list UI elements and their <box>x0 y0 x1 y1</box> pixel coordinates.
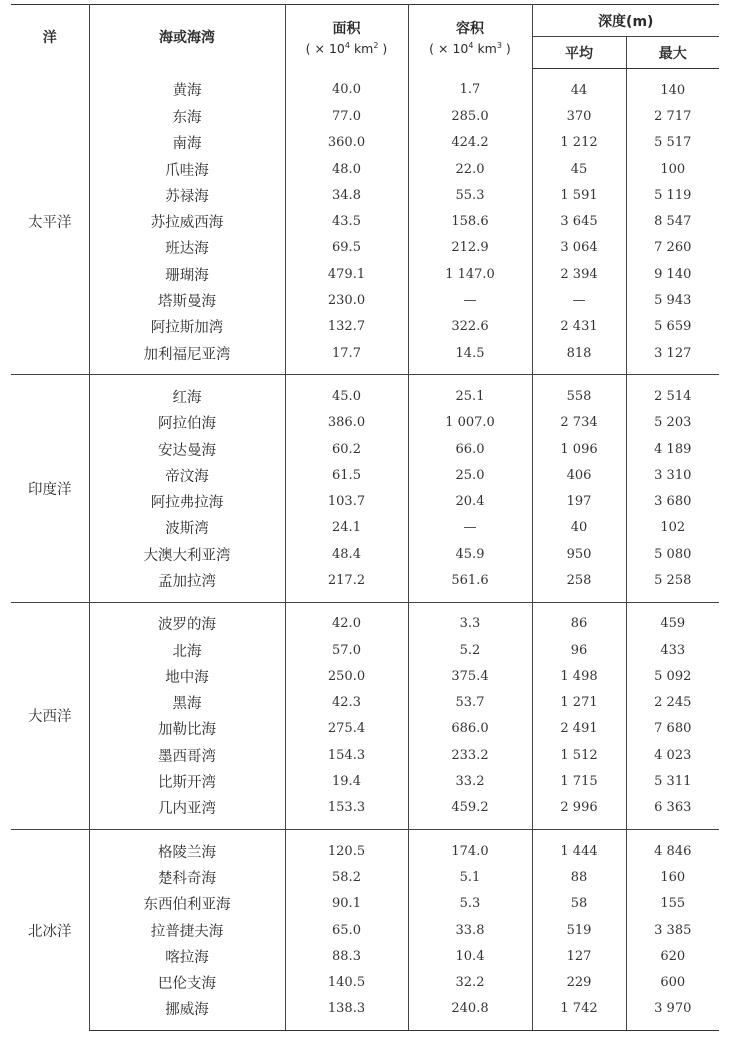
max-depth-cell: 160 <box>660 869 686 885</box>
table-row <box>11 208 719 234</box>
table-row <box>11 156 719 182</box>
sea-name-cell: 孟加拉湾 <box>89 567 285 602</box>
sea-name-cell: 帝汶海 <box>89 462 285 488</box>
sea-name-cell: 格陵兰海 <box>89 830 285 865</box>
area-cell: 132.7 <box>285 314 408 340</box>
max-depth-cell: 8 547 <box>654 214 692 230</box>
sea-name-cell: 波罗的海 <box>89 602 285 637</box>
header-volume-unit <box>409 41 532 56</box>
table-row <box>11 742 719 768</box>
sea-name-cell: 南海 <box>89 130 285 156</box>
area-cell: 65.0 <box>285 917 408 943</box>
sea-name-cell: 比斯开湾 <box>89 768 285 794</box>
header-area <box>285 5 408 69</box>
max-depth-cell: 5 943 <box>654 293 692 309</box>
table-row <box>11 970 719 996</box>
sea-name-cell: 安达曼海 <box>89 436 285 462</box>
table-row <box>11 410 719 436</box>
area-cell: 61.5 <box>285 462 408 488</box>
table-row <box>11 768 719 794</box>
sea-name-cell: 加利福尼亚湾 <box>89 340 285 375</box>
area-cell: 88.3 <box>285 943 408 969</box>
avg-depth-cell: 58 <box>532 891 626 917</box>
volume-cell: 1 007.0 <box>408 410 532 436</box>
sea-statistics-sheet <box>11 4 719 1031</box>
volume-cell: 32.2 <box>408 970 532 996</box>
area-cell: 48.4 <box>285 541 408 567</box>
avg-depth-cell: 1 212 <box>532 130 626 156</box>
max-depth-cell: 5 119 <box>654 187 692 203</box>
header-depth-avg: 平均 <box>532 37 626 69</box>
area-cell: 77.0 <box>285 103 408 129</box>
max-depth-cell: 9 140 <box>654 266 692 282</box>
sea-name-cell: 波斯湾 <box>89 515 285 541</box>
header-volume-unit-pow: 3 <box>496 40 502 50</box>
avg-depth-cell: 44 <box>532 69 626 104</box>
sea-name-cell: 喀拉海 <box>89 943 285 969</box>
avg-depth-cell: 818 <box>532 340 626 375</box>
table-row <box>11 462 719 488</box>
header-depth-max: 最大 <box>626 37 719 69</box>
table-row <box>11 340 719 375</box>
area-cell: 386.0 <box>285 410 408 436</box>
area-cell: 42.0 <box>285 602 408 637</box>
avg-depth-cell: 2 491 <box>532 716 626 742</box>
max-depth-cell: 102 <box>660 520 686 536</box>
avg-depth-cell: 1 591 <box>532 182 626 208</box>
table-row <box>11 864 719 890</box>
header-sea: 海或海湾 <box>89 5 285 69</box>
avg-depth-cell: 1 498 <box>532 663 626 689</box>
area-cell: 153.3 <box>285 795 408 830</box>
volume-cell: 424.2 <box>408 130 532 156</box>
header-volume-unit-mid: km <box>473 40 497 56</box>
volume-cell: 66.0 <box>408 436 532 462</box>
sea-name-cell: 阿拉斯加湾 <box>89 314 285 340</box>
header-area-unit-exp: 4 <box>344 40 350 50</box>
table-row <box>11 287 719 313</box>
avg-depth-cell: 1 444 <box>532 830 626 865</box>
volume-cell: 174.0 <box>408 830 532 865</box>
volume-cell: 14.5 <box>408 340 532 375</box>
avg-depth-cell: 96 <box>532 637 626 663</box>
volume-cell: 686.0 <box>408 716 532 742</box>
max-depth-cell: 155 <box>660 896 686 912</box>
sea-name-cell: 黄海 <box>89 69 285 104</box>
area-cell: 60.2 <box>285 436 408 462</box>
table-row <box>11 375 719 410</box>
header-area-unit-post: ) <box>378 40 388 56</box>
sea-name-cell: 北海 <box>89 637 285 663</box>
table-row <box>11 261 719 287</box>
table-row <box>11 130 719 156</box>
table-row <box>11 235 719 261</box>
avg-depth-cell: 519 <box>532 917 626 943</box>
sea-name-cell: 拉普捷夫海 <box>89 917 285 943</box>
max-depth-cell: 5 311 <box>654 774 692 790</box>
area-cell: 275.4 <box>285 716 408 742</box>
max-depth-cell: 7 680 <box>654 721 692 737</box>
avg-depth-cell: 40 <box>532 515 626 541</box>
avg-depth-cell: 229 <box>532 970 626 996</box>
volume-cell: 10.4 <box>408 943 532 969</box>
max-depth-cell: 100 <box>660 161 686 177</box>
max-depth-cell: 3 680 <box>654 494 692 510</box>
max-depth-cell: 5 659 <box>654 319 692 335</box>
volume-cell: 5.2 <box>408 637 532 663</box>
area-cell: 48.0 <box>285 156 408 182</box>
area-cell: 19.4 <box>285 768 408 794</box>
volume-cell: 53.7 <box>408 690 532 716</box>
volume-cell: 5.1 <box>408 864 532 890</box>
max-depth-cell: 620 <box>660 948 686 964</box>
sea-name-cell: 东西伯利亚海 <box>89 891 285 917</box>
max-depth-cell: 2 514 <box>626 375 719 410</box>
table-row <box>11 943 719 969</box>
sea-name-cell: 加勒比海 <box>89 716 285 742</box>
header-area-unit <box>286 41 408 56</box>
table-row <box>11 830 719 865</box>
header-volume-label: 容积 <box>456 20 484 37</box>
sea-name-cell: 爪哇海 <box>89 156 285 182</box>
area-cell: 42.3 <box>285 690 408 716</box>
header-volume-unit-exp: 4 <box>468 40 474 50</box>
table-row <box>11 182 719 208</box>
table-row <box>11 488 719 514</box>
area-cell: 140.5 <box>285 970 408 996</box>
volume-cell: 55.3 <box>408 182 532 208</box>
avg-depth-cell: 86 <box>532 602 626 637</box>
avg-depth-cell: — <box>532 287 626 313</box>
volume-cell: 33.2 <box>408 768 532 794</box>
volume-cell: 322.6 <box>408 314 532 340</box>
area-cell: 103.7 <box>285 488 408 514</box>
header-area-label: 面积 <box>332 20 361 37</box>
area-cell: 17.7 <box>285 340 408 375</box>
max-depth-cell: 4 189 <box>654 441 692 457</box>
area-cell: 90.1 <box>285 891 408 917</box>
avg-depth-cell: 3 645 <box>532 208 626 234</box>
area-cell: 120.5 <box>285 830 408 865</box>
volume-cell: 22.0 <box>408 156 532 182</box>
area-cell: 230.0 <box>285 287 408 313</box>
table-header <box>11 5 719 69</box>
avg-depth-cell: 2 996 <box>532 795 626 830</box>
avg-depth-cell: 370 <box>532 103 626 129</box>
sea-name-cell: 红海 <box>89 375 285 410</box>
table-body <box>11 69 719 1031</box>
max-depth-cell: 5 517 <box>654 135 692 151</box>
ocean-name-cell: 北冰洋 <box>11 830 89 1031</box>
volume-cell: 5.3 <box>408 891 532 917</box>
table-row <box>11 69 719 104</box>
table-row <box>11 103 719 129</box>
sea-name-cell: 苏禄海 <box>89 182 285 208</box>
area-cell: 479.1 <box>285 261 408 287</box>
table-row <box>11 314 719 340</box>
avg-depth-cell: 127 <box>532 943 626 969</box>
area-cell: 34.8 <box>285 182 408 208</box>
max-depth-cell: 4 846 <box>626 830 719 865</box>
sea-name-cell: 地中海 <box>89 663 285 689</box>
avg-depth-cell: 45 <box>532 156 626 182</box>
area-cell: 58.2 <box>285 864 408 890</box>
max-depth-cell: 600 <box>660 975 686 991</box>
area-cell: 57.0 <box>285 637 408 663</box>
max-depth-cell: 5 080 <box>654 546 692 562</box>
header-volume <box>408 5 532 69</box>
max-depth-cell: 3 127 <box>654 345 692 361</box>
header-ocean: 洋 <box>11 5 89 69</box>
ocean-name-cell: 太平洋 <box>11 69 89 375</box>
avg-depth-cell: 3 064 <box>532 235 626 261</box>
area-cell: 45.0 <box>285 375 408 410</box>
table-row <box>11 515 719 541</box>
volume-cell: 212.9 <box>408 235 532 261</box>
area-cell: 360.0 <box>285 130 408 156</box>
sea-name-cell: 塔斯曼海 <box>89 287 285 313</box>
header-volume-unit-pre: ( × 10 <box>429 40 469 56</box>
volume-cell: 3.3 <box>408 602 532 637</box>
max-depth-cell: 459 <box>626 602 719 637</box>
sea-name-cell: 珊瑚海 <box>89 261 285 287</box>
sea-name-cell: 挪威海 <box>89 996 285 1031</box>
avg-depth-cell: 2 431 <box>532 314 626 340</box>
max-depth-cell: 7 260 <box>654 240 692 256</box>
volume-cell: — <box>408 287 532 313</box>
table-row <box>11 690 719 716</box>
max-depth-cell: 4 023 <box>654 747 692 763</box>
avg-depth-cell: 2 394 <box>532 261 626 287</box>
max-depth-cell: 5 203 <box>654 415 692 431</box>
table-row <box>11 891 719 917</box>
ocean-name-cell: 印度洋 <box>11 375 89 602</box>
area-cell: 250.0 <box>285 663 408 689</box>
avg-depth-cell: 1 096 <box>532 436 626 462</box>
area-cell: 138.3 <box>285 996 408 1031</box>
volume-cell: 459.2 <box>408 795 532 830</box>
sea-name-cell: 巴伦支海 <box>89 970 285 996</box>
sea-name-cell: 几内亚湾 <box>89 795 285 830</box>
max-depth-cell: 5 092 <box>654 668 692 684</box>
max-depth-cell: 3 385 <box>654 922 692 938</box>
sea-name-cell: 东海 <box>89 103 285 129</box>
avg-depth-cell: 1 271 <box>532 690 626 716</box>
avg-depth-cell: 950 <box>532 541 626 567</box>
volume-cell: 240.8 <box>408 996 532 1031</box>
volume-cell: 25.0 <box>408 462 532 488</box>
ocean-name-cell: 大西洋 <box>11 602 89 829</box>
sea-name-cell: 阿拉伯海 <box>89 410 285 436</box>
avg-depth-cell: 1 715 <box>532 768 626 794</box>
area-cell: 217.2 <box>285 567 408 602</box>
max-depth-cell: 5 258 <box>654 572 692 588</box>
sea-name-cell: 苏拉威西海 <box>89 208 285 234</box>
table-row <box>11 795 719 830</box>
sea-name-cell: 阿拉弗拉海 <box>89 488 285 514</box>
max-depth-cell: 6 363 <box>654 800 692 816</box>
avg-depth-cell: 1 742 <box>532 996 626 1031</box>
max-depth-cell: 2 245 <box>654 695 692 711</box>
sea-statistics-table <box>11 4 719 1031</box>
area-cell: 154.3 <box>285 742 408 768</box>
table-row <box>11 541 719 567</box>
header-area-unit-mid: km <box>349 40 374 56</box>
volume-cell: 285.0 <box>408 103 532 129</box>
sea-name-cell: 楚科奇海 <box>89 864 285 890</box>
table-row <box>11 716 719 742</box>
table-row <box>11 567 719 602</box>
max-depth-cell: 3 310 <box>654 467 692 483</box>
table-row <box>11 637 719 663</box>
area-cell: 24.1 <box>285 515 408 541</box>
volume-cell: 1 147.0 <box>408 261 532 287</box>
header-volume-unit-post: ) <box>501 40 511 56</box>
table-row <box>11 602 719 637</box>
max-depth-cell: 3 970 <box>626 996 719 1031</box>
table-row <box>11 917 719 943</box>
avg-depth-cell: 558 <box>532 375 626 410</box>
volume-cell: — <box>408 515 532 541</box>
avg-depth-cell: 2 734 <box>532 410 626 436</box>
table-row <box>11 996 719 1031</box>
volume-cell: 375.4 <box>408 663 532 689</box>
volume-cell: 1.7 <box>408 69 532 104</box>
sea-name-cell: 班达海 <box>89 235 285 261</box>
volume-cell: 45.9 <box>408 541 532 567</box>
volume-cell: 25.1 <box>408 375 532 410</box>
sea-name-cell: 大澳大利亚湾 <box>89 541 285 567</box>
sea-name-cell: 黑海 <box>89 690 285 716</box>
volume-cell: 561.6 <box>408 567 532 602</box>
area-cell: 43.5 <box>285 208 408 234</box>
volume-cell: 20.4 <box>408 488 532 514</box>
max-depth-cell: 140 <box>660 82 686 98</box>
avg-depth-cell: 197 <box>532 488 626 514</box>
header-area-unit-pow: 2 <box>373 40 379 50</box>
volume-cell: 33.8 <box>408 917 532 943</box>
volume-cell: 233.2 <box>408 742 532 768</box>
area-cell: 69.5 <box>285 235 408 261</box>
max-depth-cell: 2 717 <box>654 108 692 124</box>
max-depth-cell: 433 <box>660 642 686 658</box>
avg-depth-cell: 406 <box>532 462 626 488</box>
header-depth: 深度(m) <box>532 5 719 37</box>
table-row <box>11 436 719 462</box>
table-row <box>11 663 719 689</box>
area-cell: 40.0 <box>285 69 408 104</box>
avg-depth-cell: 1 512 <box>532 742 626 768</box>
avg-depth-cell: 258 <box>532 567 626 602</box>
avg-depth-cell: 88 <box>532 864 626 890</box>
header-area-unit-pre: ( × 10 <box>305 40 345 56</box>
volume-cell: 158.6 <box>408 208 532 234</box>
sea-name-cell: 墨西哥湾 <box>89 742 285 768</box>
